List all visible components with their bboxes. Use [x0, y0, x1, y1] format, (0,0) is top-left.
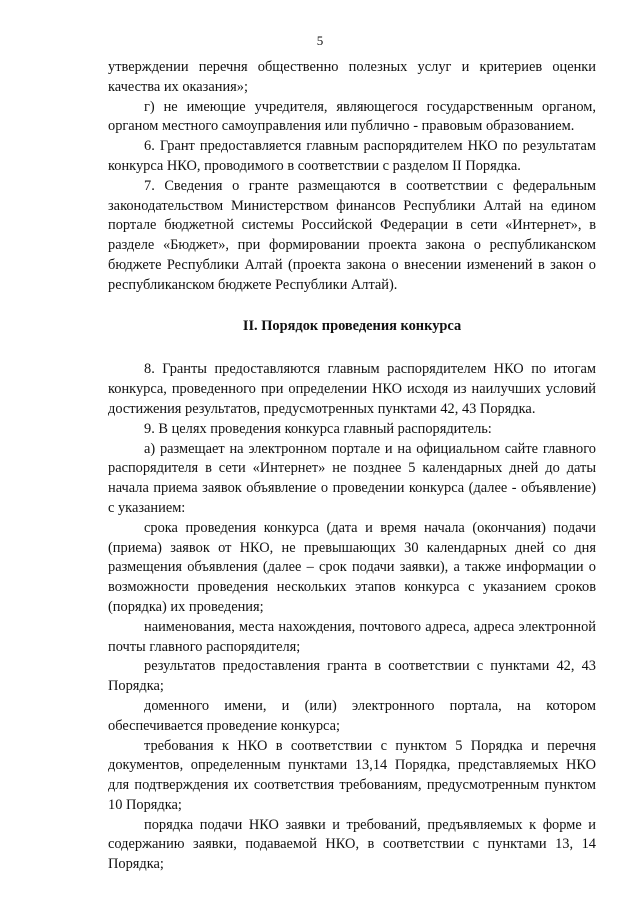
paragraph: требования к НКО в соответствии с пунктом 5 Порядка и перечня документов, определенным пунктами 13,14 Порядка, представляемых НКО для подтверждения их соответствия требованиям, предусмотренным пунктом 10 Порядка; [108, 737, 596, 813]
paragraph: 9. В целях проведения конкурса главный распорядитель: [144, 420, 492, 437]
paragraph: 8. Гранты предоставляются главным распорядителем НКО по итогам конкурса, проведенного при определении НКО исходя из наилучших условий достижения результатов, предусмотренных пунктами 42, 43 Порядка. [108, 361, 596, 417]
paragraph: наименования, места нахождения, почтового адреса, адреса электронной почты главного распорядителя; [108, 618, 596, 655]
document-body [108, 58, 596, 875]
paragraph: порядка подачи НКО заявки и требований, предъявляемых к форме и содержанию заявки, подаваемой НКО, в соответствии с пунктами 13, 14 Порядка; [108, 816, 596, 873]
page-number: 5 [316, 33, 324, 48]
paragraph: г) не имеющие учредителя, являющегося государственным органом, органом местного самоуправления или публично - правовым образованием. [108, 98, 596, 135]
paragraph: а) размещает на электронном портале и на официальном сайте главного распорядителя в сети «Интернет» не позднее 5 календарных дней до даты начала приема заявок объявление о проведении конкурса (далее - объявление) с указанием: [108, 440, 596, 516]
paragraph: 6. Грант предоставляется главным распорядителем НКО по результатам конкурса НКО, проводимого в соответствии с разделом II Порядка. [108, 138, 596, 174]
section-heading: II. Порядок проведения конкурса [242, 317, 462, 334]
paragraph: 7. Сведения о гранте размещаются в соответствии с федеральным законодательством Министерством финансов Республики Алтай на едином портале бюджетной системы Российской Федерации в сети «Интернет», в разделе «Бюджет», при формировании проекта закона о республиканском бюджете Республики Алтай (проекта закона о внесении изменений в закон о республиканском бюджете Республики Алтай). [108, 177, 596, 293]
paragraphs-before-heading [108, 58, 596, 296]
paragraph: результатов предоставления гранта в соответствии с пунктами 42, 43 Порядка; [108, 658, 596, 695]
paragraph: срока проведения конкурса (дата и время начала (окончания) подачи (приема) заявок от НКО, не превышающих 30 календарных дней со дня размещения объявления (далее – срок подачи заявки), а также информации о возможности проведения нескольких этапов конкурса с указанием сроков (порядка) их проведения; [108, 519, 596, 615]
paragraphs-after-heading [108, 360, 596, 875]
paragraph: утверждении перечня общественно полезных услуг и критериев оценки качества их оказания»; [108, 59, 596, 95]
paragraph: доменного имени, и (или) электронного портала, на котором обеспечивается проведение конкурса; [108, 697, 596, 734]
